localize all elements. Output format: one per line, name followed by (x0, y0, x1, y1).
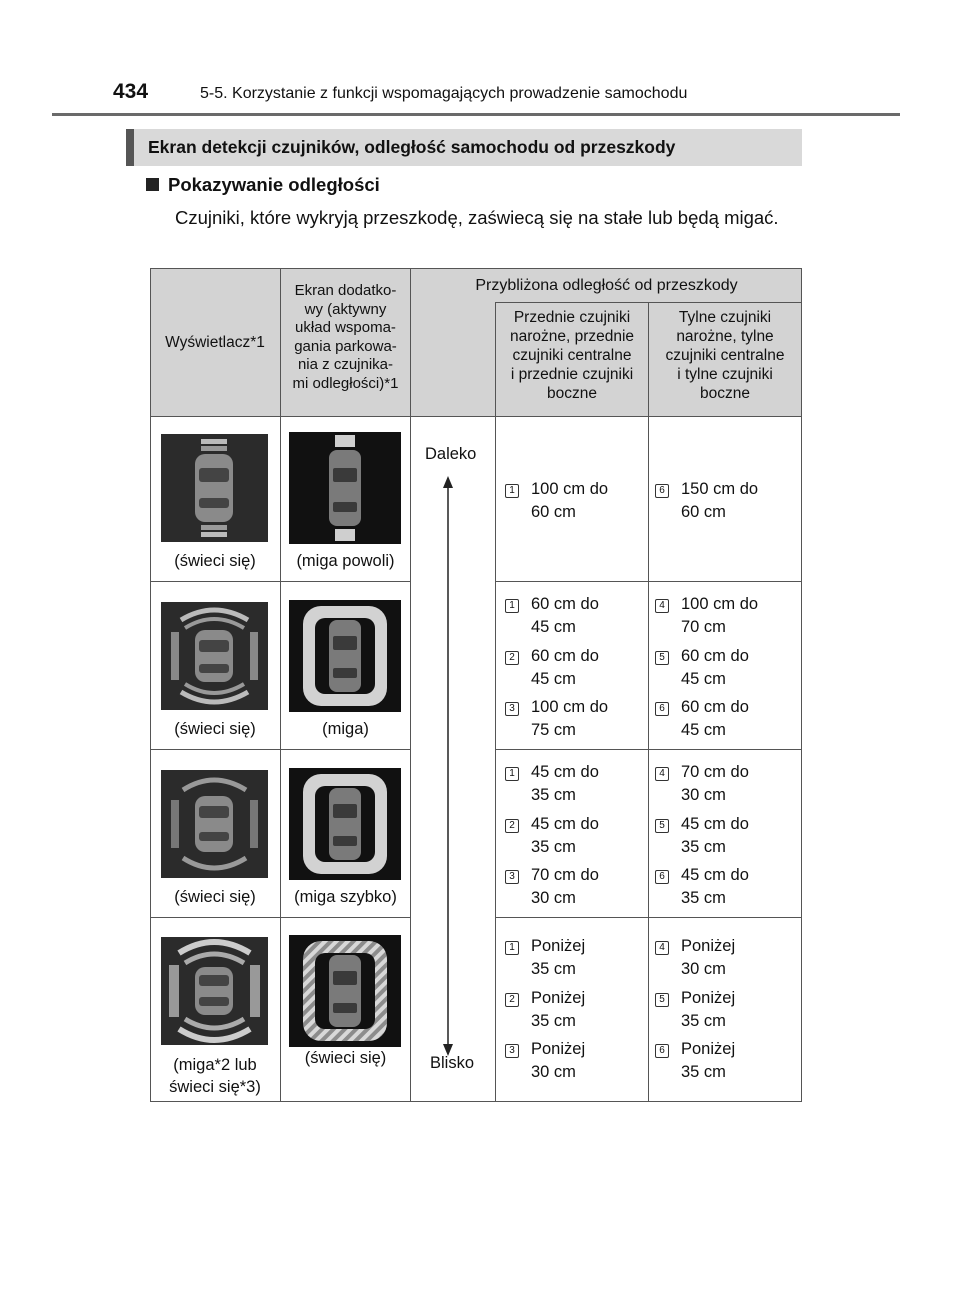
entry-text: Poniżej (681, 989, 736, 1007)
entry-text: 35 cm (681, 1012, 726, 1030)
display-caption-line: (miga*2 lub (173, 1056, 257, 1074)
subheading (146, 174, 380, 196)
extra-caption: (miga powoli) (296, 552, 395, 570)
entry-text: 60 cm do (531, 647, 599, 665)
extra-caption: (świeci się) (304, 1049, 387, 1067)
entry-text: 70 cm do (681, 763, 749, 781)
rear-entry (655, 696, 749, 742)
parking-assist-image (289, 432, 401, 544)
sensor-display-image (161, 434, 268, 542)
grid-line (495, 917, 802, 918)
circled-number-icon: 2 (505, 819, 519, 833)
scale-far-label: Daleko (425, 445, 477, 463)
entry-text: 45 cm (531, 670, 576, 688)
parking-assist-image (289, 600, 401, 712)
running-title: 5-5. Korzystanie z funkcji wspomagających prowadzenie samochodu (200, 85, 688, 102)
grid-line (150, 1101, 802, 1102)
header-rear-line: Tylne czujniki (678, 309, 772, 326)
header-rear-line: narożne, tylne (676, 328, 774, 345)
circled-number-icon: 5 (655, 651, 669, 665)
grid-line (648, 302, 649, 1102)
header-extra-line: Ekran dodatko- (294, 282, 397, 299)
display-caption (150, 1054, 280, 1098)
entry-text: 45 cm (681, 670, 726, 688)
circled-number-icon: 6 (655, 702, 669, 716)
page-number: 434 (113, 80, 149, 103)
rear-entry (655, 478, 758, 524)
rear-entry (655, 935, 735, 981)
rear-entry (655, 1038, 735, 1084)
display-caption: (świeci się) (174, 552, 256, 570)
entry-text: 30 cm (531, 1063, 576, 1081)
header-extra-line: gania parkowa- (294, 337, 397, 355)
header-front-line: Przednie czujniki (513, 309, 631, 326)
header-front-line: i przednie czujniki (510, 366, 634, 383)
header-rear-line: i tylne czujniki (677, 366, 773, 383)
header-display (150, 333, 280, 352)
display-caption: (świeci się) (174, 720, 256, 738)
front-entry (505, 696, 608, 742)
extra-caption: (miga) (322, 720, 369, 738)
entry-text: 150 cm do (681, 480, 759, 498)
circled-number-icon: 4 (655, 599, 669, 613)
circled-number-icon: 5 (655, 819, 669, 833)
entry-text: 45 cm do (531, 815, 599, 833)
entry-text: Poniżej (681, 937, 736, 955)
rear-entry (655, 813, 749, 859)
entry-text: 60 cm (531, 503, 576, 521)
header-rule (52, 113, 900, 116)
entry-text: 35 cm (681, 889, 726, 907)
header-extra-line: mi odległości)*1 (292, 374, 399, 392)
front-entry (505, 593, 599, 639)
entry-text: 70 cm do (531, 866, 599, 884)
entry-text: 60 cm do (531, 595, 599, 613)
circled-number-icon: 1 (505, 941, 519, 955)
entry-text: 35 cm (681, 1063, 726, 1081)
front-entry (505, 935, 585, 981)
entry-text: Poniżej (531, 937, 586, 955)
entry-text: 100 cm do (531, 480, 609, 498)
display-caption: (świeci się) (174, 888, 256, 906)
header-display-text: Wyświetlacz*1 (165, 334, 265, 351)
header-extra (281, 282, 410, 393)
entry-text: Poniżej (531, 989, 586, 1007)
grid-line (495, 302, 496, 1102)
front-entry (505, 645, 599, 691)
entry-text: 60 cm (681, 503, 726, 521)
entry-text: 45 cm (681, 721, 726, 739)
parking-assist-image (289, 768, 401, 880)
entry-text: 35 cm (681, 838, 726, 856)
header-extra-line: wy (aktywny (304, 300, 387, 318)
circled-number-icon: 3 (505, 870, 519, 884)
circled-number-icon: 4 (655, 941, 669, 955)
rear-entry (655, 645, 749, 691)
front-entry (505, 987, 585, 1033)
header-front (496, 308, 648, 403)
entry-text: 70 cm (681, 618, 726, 636)
entry-text: 35 cm (531, 786, 576, 804)
front-entry (505, 864, 599, 910)
rear-entry (655, 593, 758, 639)
entry-text: 45 cm (531, 618, 576, 636)
grid-line (495, 581, 802, 582)
header-rear (649, 308, 801, 403)
entry-text: 30 cm (681, 960, 726, 978)
sensor-display-image (161, 770, 268, 878)
distance-table (150, 268, 802, 1102)
rear-entry (655, 864, 749, 910)
entry-text: Poniżej (531, 1040, 586, 1058)
front-entry (505, 813, 599, 859)
circled-number-icon: 4 (655, 767, 669, 781)
circled-number-icon: 3 (505, 1044, 519, 1058)
grid-line (150, 268, 151, 1102)
header-front-line: czujniki centralne (512, 347, 632, 364)
header-rear-line: czujniki centralne (665, 347, 785, 364)
entry-text: 45 cm do (681, 815, 749, 833)
header-rear-line: boczne (700, 385, 750, 402)
entry-text: 30 cm (531, 889, 576, 907)
entry-text: 60 cm do (681, 647, 749, 665)
front-entry (505, 478, 608, 524)
display-caption-line: świeci się*3) (169, 1078, 261, 1096)
rear-entry (655, 987, 735, 1033)
scale-near-label: Blisko (430, 1054, 475, 1072)
front-entry (505, 1038, 585, 1084)
grid-line (150, 268, 802, 269)
grid-line (150, 416, 802, 417)
circled-number-icon: 3 (505, 702, 519, 716)
circled-number-icon: 1 (505, 767, 519, 781)
square-bullet-icon (146, 178, 159, 191)
entry-text: 35 cm (531, 1012, 576, 1030)
grid-line (150, 749, 410, 750)
sensor-display-image (161, 602, 268, 710)
grid-line (410, 268, 411, 1102)
distance-scale-arrow (442, 476, 454, 1056)
entry-text: 100 cm do (531, 698, 609, 716)
circled-number-icon: 6 (655, 870, 669, 884)
section-title: Ekran detekcji czujników, odległość samochodu od przeszkody (148, 137, 676, 157)
entry-text: 100 cm do (681, 595, 759, 613)
header-front-line: boczne (547, 385, 597, 402)
circled-number-icon: 1 (505, 484, 519, 498)
circled-number-icon: 2 (505, 651, 519, 665)
entry-text: 45 cm do (531, 763, 599, 781)
entry-text: Poniżej (681, 1040, 736, 1058)
grid-line (801, 268, 802, 1102)
header-extra-line: układ wspoma- (295, 319, 396, 336)
grid-line (150, 917, 410, 918)
section-header (126, 129, 802, 166)
entry-text: 35 cm (531, 838, 576, 856)
entry-text: 75 cm (531, 721, 576, 739)
parking-assist-image (289, 935, 401, 1047)
circled-number-icon: 1 (505, 599, 519, 613)
grid-line (495, 749, 802, 750)
entry-text: 35 cm (531, 960, 576, 978)
sensor-display-image (161, 937, 268, 1045)
extra-caption: (miga szybko) (294, 888, 397, 906)
front-entry (505, 761, 599, 807)
grid-line (150, 581, 410, 582)
entry-text: 45 cm do (681, 866, 749, 884)
circled-number-icon: 2 (505, 993, 519, 1007)
circled-number-icon: 6 (655, 484, 669, 498)
header-front-line: narożne, przednie (509, 328, 635, 345)
circled-number-icon: 5 (655, 993, 669, 1007)
grid-line (280, 268, 281, 1102)
rear-entry (655, 761, 749, 807)
entry-text: 30 cm (681, 786, 726, 804)
entry-text: 60 cm do (681, 698, 749, 716)
subheading-text: Pokazywanie odległości (168, 174, 380, 195)
header-distance: Przybliżona odległość od przeszkody (475, 277, 738, 294)
body-text: Czujniki, które wykryją przeszkodę, zaświecą się na stałe lub będą migać. (175, 207, 779, 228)
header-extra-line: nia z czujnika- (297, 356, 394, 373)
circled-number-icon: 6 (655, 1044, 669, 1058)
